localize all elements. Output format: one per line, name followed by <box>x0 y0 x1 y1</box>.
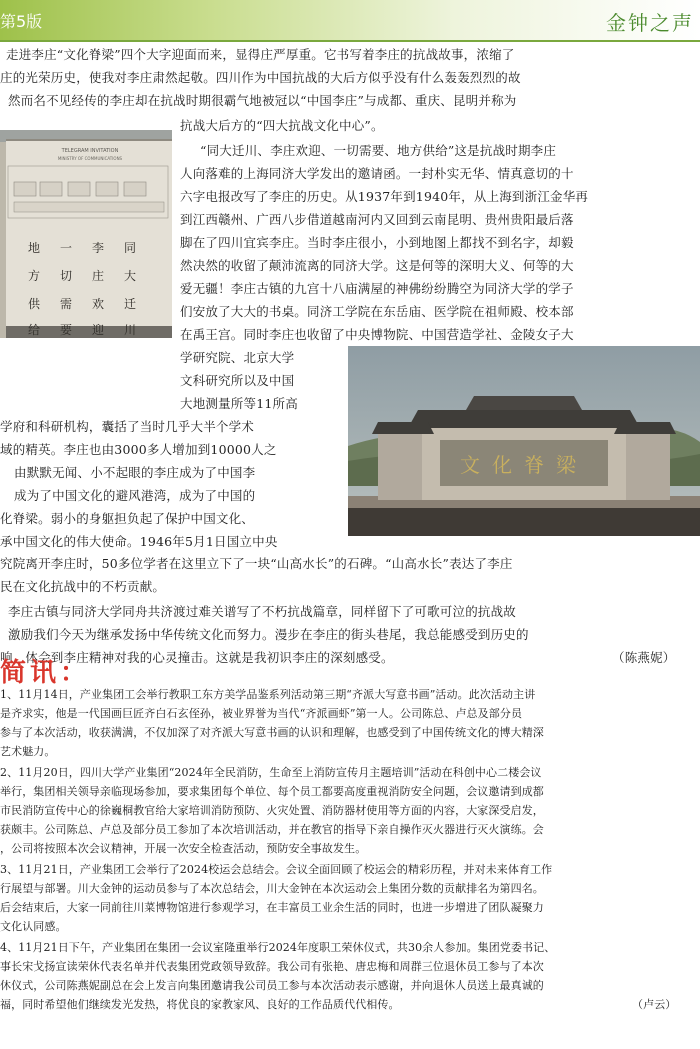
article-line: 然而名不见经传的李庄却在抗战时期很霸气地被冠以“中国李庄”与成都、重庆、昆明并称为 <box>8 93 517 108</box>
article-line: 在禹王宫。同时李庄也收留了中央博物院、中国营造学社、金陵女子大 <box>180 327 574 342</box>
news-line: 2、11月20日，四川大学产业集团“2024年全民消防，生命至上消防宣传月主题培训”活动在科创中心二楼会议 <box>0 766 542 779</box>
masthead-title: 金钟之声 <box>606 11 694 35</box>
article-line: 走进李庄“文化脊梁”四个大字迎面而来，显得庄严厚重。它书写着李庄的抗战故事，浓缩了 <box>6 47 515 62</box>
news-line: 市民消防宣传中心的徐巍桐教官给大家培训消防预防、火灾处置、消防器材使用等方面的内容，大家深受启发， <box>0 804 544 817</box>
article-line: 成为了中国文化的避风港湾，成为了中国的 <box>14 488 256 503</box>
article-line: 爱无疆！李庄古镇的九宫十八庙满屋的神佛纷纷腾空为同济大学的学子 <box>180 281 574 296</box>
news-line: 艺术魅力。 <box>0 745 56 758</box>
page-header <box>0 0 700 40</box>
article-line: 究院离开李庄时，50多位学者在这里立下了一块“山高水长”的石碑。“山高水长”表达了李庄 <box>0 556 513 571</box>
news-line: 事长宋戈扬宣读荣休代表名单并代表集团党政领导致辞。我公司有张艳、唐忠梅和周群三位退休员工参与了本次 <box>0 960 544 973</box>
article-line: 响，体会到李庄精神对我的心灵撞击。这就是我初识李庄的深刻感受。 <box>0 650 394 665</box>
news-line: 3、11月21日，产业集团工会举行了2024校运会总结会。会议全面回顾了校运会的精彩历程，并对未来体育工作 <box>0 863 553 876</box>
issue-number: 第5版 <box>0 12 43 31</box>
news-line: 举行，集团相关领导亲临现场参加，要求集团每个单位、每个员工都要高度重视消防安全问题，会议邀请到成都 <box>0 785 544 798</box>
wall-char: 欢 <box>91 297 105 311</box>
article-author: （陈燕妮） <box>612 650 676 665</box>
article-line: 大地测量所等11所高 <box>180 396 298 411</box>
article-line: 抗战大后方的“四大抗战文化中心”。 <box>180 118 384 133</box>
archway-photo <box>348 346 700 536</box>
article-line: 学研究院、北京大学 <box>180 350 295 365</box>
article-line: 承中国文化的伟大使命。1946年5月1日国立中央 <box>0 534 278 549</box>
news-line: 是齐求实，他是一代国画巨匠齐白石玄侄孙，被业界誉为当代“齐派画虾”第一人。公司陈总、卢总及部分员 <box>0 707 523 720</box>
wall-char: 切 <box>59 269 73 283</box>
article-line: 李庄古镇与同济大学同舟共济渡过难关谱写了不朽抗战篇章，同样留下了可歌可泣的抗战故 <box>8 604 517 619</box>
wall-char: 迎 <box>91 323 105 337</box>
telegram-header-text: TELEGRAM INVITATION <box>61 148 119 154</box>
article-line: 脚在了四川宜宾李庄。当时李庄很小，小到地图上都找不到名字，却毅 <box>180 235 574 250</box>
article-line: 庄的光荣历史，使我对李庄肃然起敬。四川作为中国抗战的大后方似乎没有什么轰轰烈烈的故 <box>0 70 521 85</box>
wall-char: 地 <box>27 241 41 255</box>
wall-char: 给 <box>27 323 41 337</box>
wall-char: 迁 <box>123 297 137 311</box>
wall-char: 庄 <box>91 269 105 283</box>
news-line: 休仪式，公司陈燕妮副总在会上发言向集团邀请我公司员工参与本次活动表示感谢，并向退休人员送上最真诚的 <box>0 979 544 992</box>
news-line: ，公司将按照本次会议精神，开展一次安全检查活动，预防安全事故发生。 <box>0 842 367 855</box>
wall-char: 要 <box>59 323 73 337</box>
article-line: 到江西赣州、广西八步借道越南河内又回到云南昆明、贵州贵阳最后落 <box>180 212 574 227</box>
news-author: （卢云） <box>632 998 677 1011</box>
news-line: 文化认同感。 <box>0 920 67 933</box>
wall-char: 川 <box>123 323 137 337</box>
article-line: 然决然的收留了颠沛流离的同济大学。这是何等的深明大义、何等的大 <box>180 258 574 273</box>
news-section-title: 简讯： <box>0 658 91 688</box>
article-line: 由默默无闻、小不起眼的李庄成为了中国李 <box>14 465 256 480</box>
news-line: 福，同时希望他们继续发光发热，将优良的家教家风、良好的工作品质代代相传。 <box>0 998 400 1011</box>
wall-char: 方 <box>27 269 41 283</box>
wall-char: 供 <box>27 297 41 311</box>
telegram-wall-photo <box>0 130 172 338</box>
article-line: 民在文化抗战中的不朽贡献。 <box>0 579 166 594</box>
article-line: 学府和科研机构，囊括了当时几乎大半个学术 <box>0 419 255 434</box>
article-line: 们安放了大大的书桌。同济工学院在东岳庙、医学院在祖师殿、校本部 <box>180 304 574 319</box>
news-line: 1、11月14日，产业集团工会举行教职工东方美学品鉴系列活动第三期“齐派大写意书画”活动。此次活动主讲 <box>0 688 536 701</box>
telegram-subheader-text: MINISTRY OF COMMUNICATIONS <box>57 156 123 161</box>
wall-char: 同 <box>123 241 137 255</box>
header-rule <box>0 40 700 42</box>
article-line: 化脊梁。弱小的身躯担负起了保护中国文化、 <box>0 511 255 526</box>
news-line: 参与了本次活动，收获满满，不仅加深了对齐派大写意书画的认识和理解，也感受到了中国传统文化的博大精深 <box>0 726 544 739</box>
wall-char: 需 <box>59 297 73 311</box>
article-line: 文科研究所以及中国 <box>180 373 295 388</box>
news-line: 后会结束后，大家一同前往川菜博物馆进行参观学习，在丰富员工业余生活的同时，也进一步增进了团队凝聚力 <box>0 901 544 914</box>
article-line: 激励我们今天为继承发扬中华传统文化而努力。漫步在李庄的街头巷尾，我总能感受到历史的 <box>8 627 529 642</box>
article-line: 域的精英。李庄也由3000多人增加到10000人之 <box>0 442 277 457</box>
archway-inscription: 文化脊梁 <box>460 453 588 477</box>
news-line: 行展望与部署。川大金钟的运动员参与了本次总结会，川大金钟在本次运动会上集团分数的贡献排名为第四名。 <box>0 882 544 895</box>
wall-char: 李 <box>91 241 105 255</box>
wall-char: 大 <box>123 269 137 283</box>
wall-char: 一 <box>59 241 73 255</box>
article-line: 人向落难的上海同济大学发出的邀请函。一封朴实无华、情真意切的十 <box>180 166 574 181</box>
news-line: 获颇丰。公司陈总、卢总及部分员工参加了本次培训活动，并在教官的指导下亲自操作灭火器进行灭火演练。会 <box>0 823 544 836</box>
article-line: “同大迁川、李庄欢迎、一切需要、地方供给”这是抗战时期李庄 <box>200 143 557 158</box>
news-line: 4、11月21日下午，产业集团在集团一会议室隆重举行2024年度职工荣休仪式，共30余人参加。集团党委书记、 <box>0 941 556 954</box>
article-line: 六字电报改写了李庄的历史。从1937年到1940年，从上海到浙江金华再 <box>180 189 589 204</box>
